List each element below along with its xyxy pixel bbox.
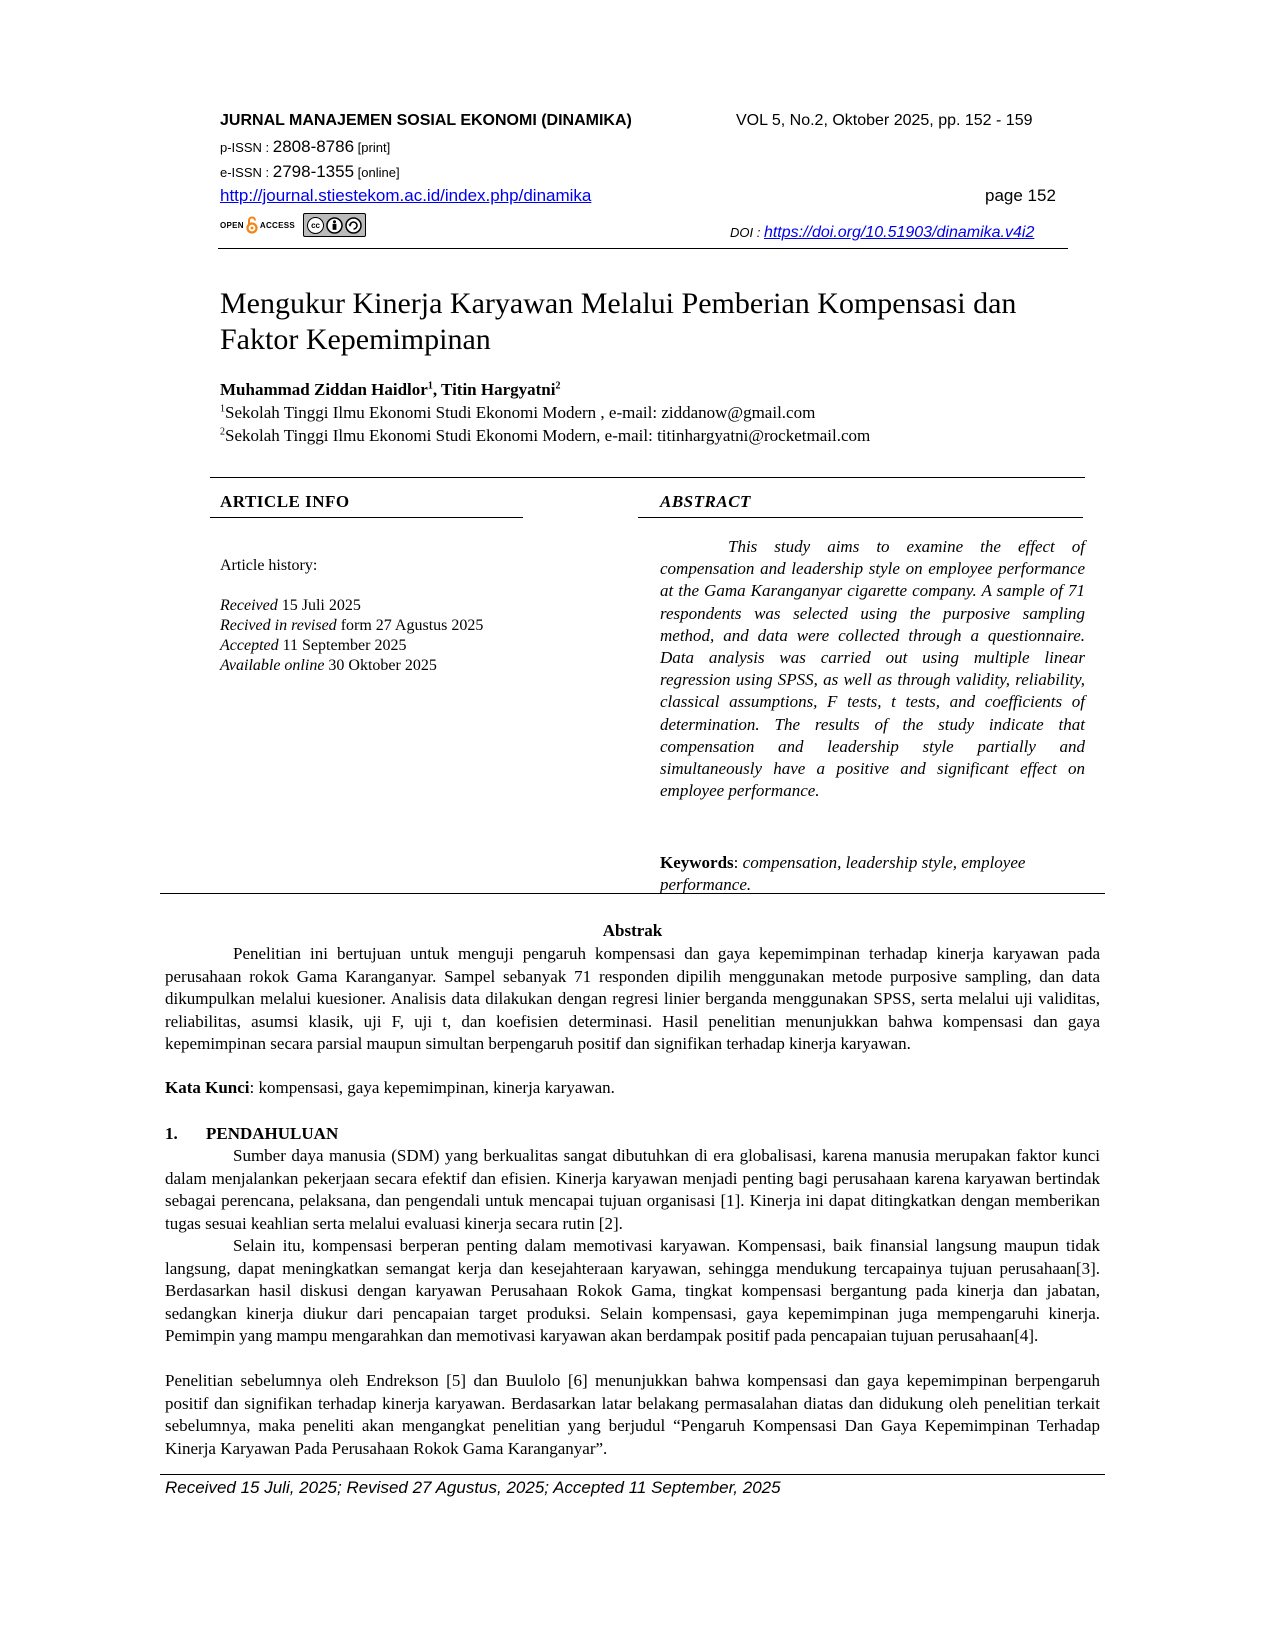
keywords-value: compensation, leadership style, employee performance.: [660, 853, 1026, 894]
page-number: page 152: [985, 186, 1056, 205]
volume-info: VOL 5, No.2, Oktober 2025, pp. 152 - 159: [736, 112, 1033, 129]
p-issn-number: 2808-8786: [272, 137, 355, 156]
abstrak-heading: Abstrak: [602, 921, 663, 940]
abstract-bottom-divider: [160, 893, 1105, 894]
affiliation-2-text: Sekolah Tinggi Ilmu Ekonomi Studi Ekonomi Modern, e-mail: titinhargyatni@rocketmail.com: [225, 426, 871, 445]
abstract-divider: [638, 517, 1083, 518]
license-badges: [220, 212, 366, 238]
abstrak-text: Penelitian ini bertujuan untuk menguji pengaruh kompensasi dan gaya kepemimpinan terhadap kinerja karyawan pada perusahaan rokok Gama Karanganyar. Sampel sebanyak 71 responden dipilih menggunakan metode purposive sampling, dan data dikumpulkan melalui kuesioner. Analisis data dilakukan dengan regresi linier berganda menggunakan SPSS, serta melalui uji validitas, reliabilitas, asumsi klasik, uji F, uji t, dan koefisien determinasi. Hasil penelitian menunjukkan bahwa kompensasi dan gaya kepemimpinan secara parsial maupun simultan berpengaruh positif dan signifikan terhadap kinerja karyawan.: [165, 944, 1100, 1053]
history-accepted: [220, 637, 406, 655]
p-issn-label: p-ISSN :: [220, 140, 273, 155]
article-history-label: Article history:: [220, 557, 318, 574]
doi: [730, 224, 1034, 242]
abstract-keywords: Keywords: compensation, leadership style, employee performance.: [660, 853, 1026, 894]
e-issn-label: e-ISSN :: [220, 165, 273, 180]
kata-kunci-label: Kata Kunci: [165, 1078, 250, 1097]
e-issn-number: 2798-1355: [272, 162, 355, 181]
received-label: Received: [220, 597, 278, 614]
body-paragraph-1: Sumber daya manusia (SDM) yang berkualitas sangat dibutuhkan di era globalisasi, karena manusia merupakan faktor kunci dalam menjalankan pekerjaan secara efektif dan efisien. Kinerja karyawan menjadi penting bagi perusahaan karena karyawan bertindak sebagai perencana, pelaksana, dan pengendali untuk mencapai tujuan organisasi [1]. Kinerja ini dapat ditingkatkan dengan memberikan tugas sesuai keahlian serta melalui evaluasi kinerja secara rutin [2].: [165, 1146, 1100, 1233]
revised-label: Recived in revised: [220, 617, 337, 634]
e-issn: [220, 162, 400, 182]
section-number: 1.: [165, 1124, 178, 1143]
cc-icon: cc: [307, 217, 324, 234]
info-top-divider: [210, 477, 1085, 478]
article-info-heading: ARTICLE INFO: [220, 492, 350, 511]
article-info-divider: [210, 517, 523, 518]
section-title: PENDAHULUAN: [206, 1124, 339, 1143]
received-value: 15 Juli 2025: [277, 597, 361, 614]
accepted-label: Accepted: [220, 637, 279, 654]
revised-value: form 27 Agustus 2025: [336, 617, 484, 634]
author-2-sup: 2: [555, 380, 561, 392]
kata-kunci: [165, 1078, 615, 1098]
abstract-text: This study aims to examine the effect of compensation and leadership style on employee performance at the Gama Karanganyar cigarette company. A sample of 71 respondents was selected using the purposive sampling method, and data were collected through a questionnaire. Data analysis was carried out using multiple linear regression using SPSS, as well as through validity, reliability, classical assumptions, F tests, t tests, and coefficients of determination. The results of the study indicate that compensation and leadership style partially and simultaneously have a positive and significant effect on employee performance.: [660, 537, 1085, 801]
cc-by-icon: [326, 217, 343, 234]
author-list: [220, 380, 560, 400]
affiliation-2-sup: 2: [220, 426, 225, 438]
keywords-label: Keywords: [660, 853, 734, 872]
author-1-sup: 1: [427, 380, 433, 392]
open-access-open-text: OPEN: [220, 220, 244, 230]
abstract-heading: ABSTRACT: [660, 492, 751, 511]
author-1: Muhammad Ziddan Haidlor: [220, 380, 428, 399]
header-divider: [218, 248, 1068, 249]
doi-label: DOI :: [730, 225, 764, 240]
p-issn-suffix: [print]: [354, 140, 391, 155]
author-separator: ,: [432, 380, 442, 399]
online-value: 30 Oktober 2025: [324, 657, 437, 674]
affiliation-1-sup: 1: [220, 403, 225, 415]
body-paragraph-2: Selain itu, kompensasi berperan penting dalam memotivasi karyawan. Kompensasi, baik finansial langsung maupun tidak langsung, dapat meningkatkan semangat kerja dan kesejahteraan karyawan, sehingga mendukung tercapainya tujuan perusahaan[3]. Berdasarkan hasil diskusi dengan karyawan Perusahaan Rokok Gama, tingkat kompensasi bergantung pada kinerja dan jabatan, sedangkan kinerja diukur dari pencapaian target produksi. Selain kompensasi, gaya kepemimpinan juga mempengaruhi kinerja. Pemimpin yang mampu mengarahkan dan memotivasi karyawan akan berdampak positif pada pencapaian tujuan perusahaan[4].: [165, 1236, 1100, 1345]
cc-sa-icon: [345, 217, 362, 234]
kata-kunci-value: : kompensasi, gaya kepemimpinan, kinerja karyawan.: [249, 1078, 615, 1097]
accepted-value: 11 September 2025: [278, 637, 407, 654]
history-revised: [220, 617, 483, 635]
affiliation-1-text: Sekolah Tinggi Ilmu Ekonomi Studi Ekonomi Modern , e-mail: ziddanow@gmail.com: [225, 403, 816, 422]
journal-name: JURNAL MANAJEMEN SOSIAL EKONOMI (DINAMIKA): [220, 112, 632, 129]
e-issn-suffix: [online]: [354, 165, 400, 180]
open-access-lock-icon: [246, 216, 258, 234]
journal-url-link[interactable]: http://journal.stiestekom.ac.id/index.php/dinamika: [220, 186, 592, 205]
paper-title: Mengukur Kinerja Karyawan Melalui Pemberian Kompensasi dan Faktor Kepemimpinan: [220, 287, 1017, 356]
affiliation-1: [220, 403, 815, 423]
footer-dates: Received 15 Juli, 2025; Revised 27 Agustus, 2025; Accepted 11 September, 2025: [165, 1478, 781, 1497]
open-access-logo: [220, 216, 295, 234]
body-paragraph-3: Penelitian sebelumnya oleh Endrekson [5] dan Buulolo [6] menunjukkan bahwa kompensasi dan gaya kepemimpinan berpengaruh positif dan signifikan terhadap kinerja karyawan. Berdasarkan latar belakang permasalahan diatas dan didukung oleh penelitian terkait sebelumnya, maka peneliti akan mengangkat penelitian yang berjudul “Pengaruh Kompensasi Dan Gaya Kepemimpinan Terhadap Kinerja Karyawan Pada Perusahaan Rokok Gama Karanganyar”.: [165, 1371, 1100, 1458]
author-2: Titin Hargyatni: [441, 380, 556, 399]
history-received: [220, 597, 361, 615]
affiliation-2: [220, 426, 870, 446]
online-label: Available online: [220, 657, 325, 674]
doi-link[interactable]: https://doi.org/10.51903/dinamika.v4i2: [763, 224, 1035, 241]
section-heading: [165, 1124, 338, 1144]
footer-divider: [160, 1474, 1105, 1475]
cc-by-sa-badge: [303, 213, 366, 237]
history-online: [220, 657, 437, 675]
open-access-access-text: ACCESS: [259, 220, 296, 230]
p-issn: [220, 137, 390, 157]
